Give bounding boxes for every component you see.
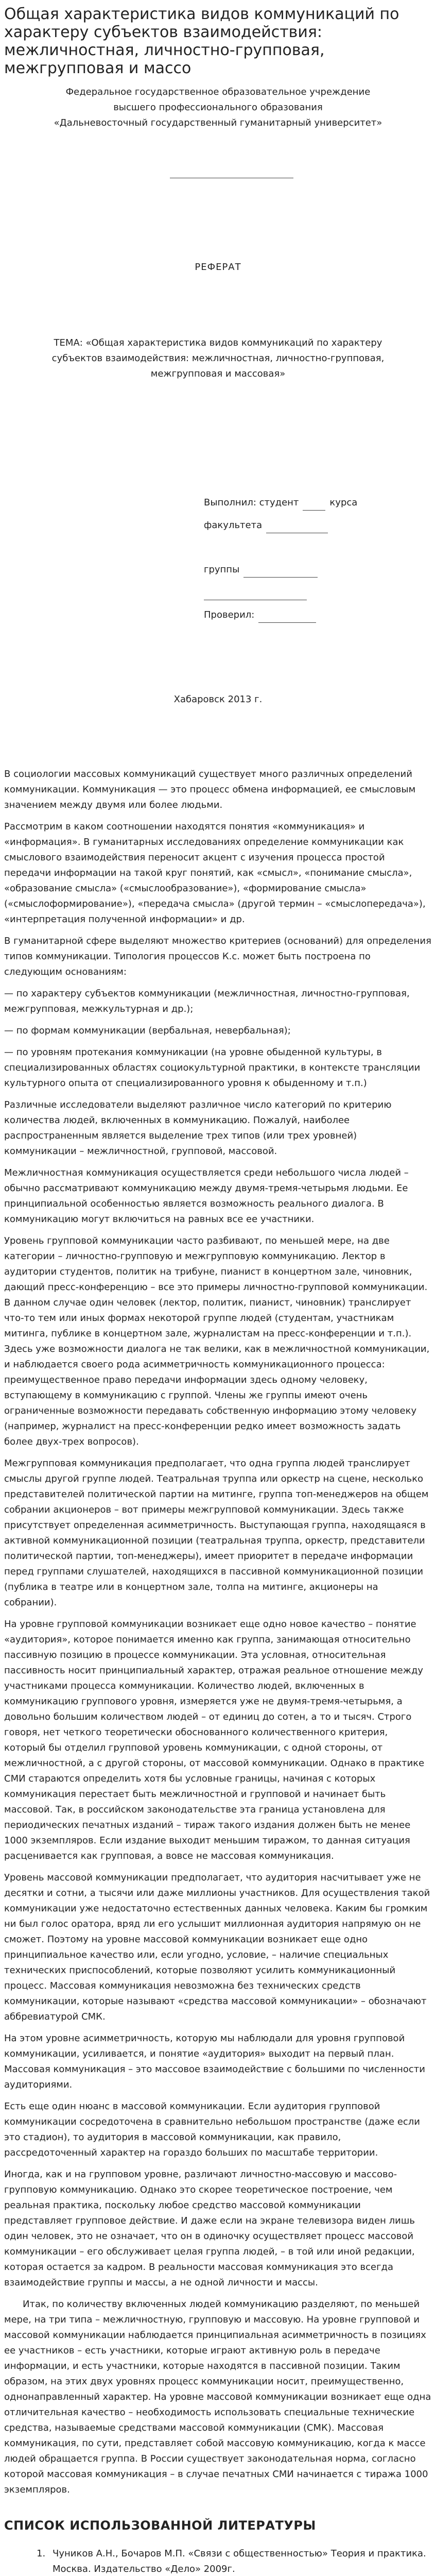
header-line-1: Федеральное государственное образовательное учреждение [65,87,371,97]
blank-row [204,585,432,600]
doc-type-label: РЕФЕРАТ [195,262,241,273]
paragraph: Есть еще один нюанс в массовой коммуникации. Если аудитория групповой коммуникации сосредоточена в сравнительно небольшом пространстве (даже если это стадион), то аудитория в массовой коммуникации, как правило, рассредоточенный характер на гораздо больших по масштабе территории. [4,2101,420,2158]
paragraph: В гуманитарной сфере выделяют множество критериев (оснований) для определения типов коммуникации. Типология процессов К.с. может быть построена по следующим основаниям: [4,936,431,977]
literature-heading: СПИСОК ИСПОЛЬЗОВАННОЙ ЛИТЕРАТУРЫ [4,2518,316,2533]
paragraph: Уровень массовой коммуникации предполагает, что аудитория насчитывает уже не десятки и сотни, а тысячи или даже миллионы участников. Для осуществления такой коммуникации уже недостаточно естественных данных человека. Каким бы громким ни был голос оратора, вряд ли его услышит миллионная аудитория напрямую он не сможет. Поэтому на уровне массовой коммуникации возникает еще одно принципиальное качество или, если угодно, условие, – наличие специальных технических приспособлений, которые позволяют усилить коммуникационный процесс. Массовая коммуникация невозможна без технических средств коммуникации, которые называют «средства массовой коммуникации» – обозначают аббревиатурой СМК. [4,1872,430,2022]
paragraph: Различные исследователи выделяют различное число категорий по критерию количества людей, включенных в коммуникацию. Пожалуй, наиболее распространенным является выделение трех типов (или трех уровней) коммуникации – межличностной, групповой, массовой. [4,1099,392,1157]
paragraph: На этом уровне асимметричность, которую мы наблюдали для уровня групповой коммуникации, усиливается, и понятие «аудитория» выходит на первый план. Массовая коммуникация – это массовое взаимодействие с большими по численности аудиториями. [4,2033,425,2090]
course-label: курса [329,497,358,508]
student-row [204,495,432,511]
paragraph: В социологии массовых коммуникаций существует много различных определений коммуникации. Коммуникация — это процесс обмена информацией, ее смысловым значением между двумя или более людьми. [4,769,416,810]
paragraph: На уровне групповой коммуникации возникает еще одно новое качество – понятие «аудитория», которое понимается именно как группа, занимающая относительно пассивную позицию в процессе коммуникации. Эта условная, относительная пассивность носит принципиальный характер, отражая реальное отношение между участниками процесса коммуникации. Количество людей, включенных в коммуникацию группового уровня, измеряется уже не двумя-тремя-четырьмя, а довольно большим количеством людей – от единиц до сотен, а то и тысяч. Строго говоря, нет четкого теоретически обоснованного количественного критерия, который бы отделил групповой уровень коммуникации, с одной стороны, от межличностной, а с другой стороны, от массовой коммуникации. Однако в практике СМИ стараются определить хотя бы условные границы, начиная с которых коммуникация перестает быть межличностной и групповой и начинает быть массовой. Так, в российском законодательстве эта граница установлена для периодических печатных изданий – тираж такого издания должен быть не менее 1000 экземпляров. Если издание выходит меньшим тиражом, то данная ситуация расценивается как групповая, а вовсе не массовая коммуникация. [4,1619,425,1861]
group-blank [243,568,318,578]
student-info-form [204,495,432,623]
paragraph: Уровень групповой коммуникации часто разбивают, по меньшей мере, на две категории – личностно-групповую и межгрупповую коммуникацию. Лектор в аудитории студентов, политик на трибуне, пианист в концертном зале, чиновник, дающий пресс-конференцию – все это примеры личностно-групповой коммуникации. В данном случае один человек (лектор, политик, пианист, чиновник) транслирует что-то тем или иных формах некоторой группе людей (студентам, участникам митинга, публике в концертном зале, журналистам на пресс-конференции и т.п.). Здесь уже возможности диалога не так велики, как в межличностной коммуникации, и наблюдается своего рода асимметричность коммуникационного процесса: преимущественное право передачи информации здесь одному человеку, вступающему в коммуникацию с группой. Члены же группы имеют очень ограниченные возможности передавать собственную информацию этому человеку (например, журналист на пресс-конференции редко имеет возможность задать более двух-трех вопросов). [4,1235,430,1447]
topic-text: ТЕМА: «Общая характеристика видов коммуникаций по характеру субъектов взаимодействия: межличностная, личностно-групповая, межгрупповая и массовая» [51,337,385,379]
document-title: Общая характеристика видов коммуникаций по характеру субъектов взаимодействия: межличностная, личностно-групповая, межгрупповая и массо [4,5,399,77]
paragraph: Межгрупповая коммуникация предполагает, что одна группа людей транслирует смыслы другой группе людей. Театральная труппа или оркестр на сцене, несколько представителей политической партии на митинге, группа топ-менеджеров на общем собрании акционеров – вот примеры межгрупповой коммуникации. Здесь также присутствует определенная асимметричность. Выступающая группа, находящаяся в активной коммуникационной позиции (театральная труппа, оркестр, представители политической партии, топ-менеджеры), имеет приоритет в передаче информации перед группами слушателей, находящихся в пассивной коммуникационной позиции (публика в театре или в концертном зале, толпа на митинге, акционеры на собрании). [4,1458,429,1608]
header-line-3: «Дальневосточный государственный гуманитарный университет» [54,117,382,128]
body-text [4,767,431,2498]
group-label: группы [204,564,240,575]
paragraph: — по уровням протекания коммуникации (на уровне обыденной культуры, в специализированных областях социокультурной практики, в контексте трансляции культурного опыта от специализированного уровня к обыденному и т.п.) [4,1047,421,1089]
city-year: Хабаровск 2013 г. [173,694,263,705]
paragraph: — по характеру субъектов коммуникации (межличностная, личностно-групповая, межгрупповая, межкультурная и др.); [4,988,410,1014]
paragraph: Иногда, как и на групповом уровне, различают личностно-массовую и массово-групповую коммуникацию. Однако это скорее теоретическое построение, чем реальная практика, поскольку любое средство массовой коммуникации представляет групповое действие. И даже если на экране телевизора виден лишь один человек, это не означает, что он в одиночку осуществляет процесс массовой коммуникации – его обслуживает целая группа людей, – в той или иной редакции, которая остается за кадром. В реальности массовая коммуникация это всегда взаимодействие группы и массы, а не одной личности и массы. [4,2169,415,2288]
literature-item: 1. Чуников А.Н., Бочаров М.П. «Связи с общественностью» Теория и практика. Москва. Издательство «Дело» 2009г. [48,2546,432,2576]
extra-blank [204,590,307,600]
checked-row [204,607,432,623]
faculty-label: факультета [204,520,263,531]
paragraph: Итак, по количеству включенных людей коммуникацию разделяют, по меньшей мере, на три типа – межличностную, групповую и массовую. На уровне групповой и массовой коммуникации наблюдается принципиальная асимметричность в позициях ее участников – есть участники, которые играют активную роль в передаче информации, и есть участники, которые находятся в пассивной позиции. Таким образом, на этих двух уровнях процесс коммуникации носит, преимущественно, однонаправленный характер. На уровне массовой коммуникации возникает еще одна отличительная качество – необходимость использовать специальные технические средства, называемые средствами массовой коммуникации (СМК). Массовая коммуникация, по сути, представляет собой массовую коммуникацию, когда к массе людей обращается группа. В России существует законодательная норма, согласно которой массовая коммуникация – в случае печатных СМИ начинается с тиража 1000 экземпляров. [4,2299,431,2495]
faculty-blank [266,523,328,533]
checked-label: Проверил: [204,609,255,620]
header-line-2: высшего профессионального образования [113,102,323,113]
header-underline [170,177,293,178]
checked-blank [258,613,316,623]
paragraph: Рассмотрим в каком соотношении находятся понятия «коммуникация» и «информация». В гуманитарных исследованиях определение коммуникации как смыслового взаимодействия переносит акцент с изучения процесса простой передачи информации на такой круг понятий, как «смысл», «понимание смысла», «образование смысла» («смыслообразование»), «формирование смысла» («смыслоформирование»), «передача смысла» (другой термин – «смыслопередача»), «интерпретация полученной информации» и др. [4,821,426,925]
course-blank [303,501,325,511]
literature-list [4,2546,432,2576]
faculty-row [204,518,432,533]
paragraph: Межличностная коммуникация осуществляется среди небольшого числа людей – обычно рассматривают коммуникацию между двумя-тремя-четырьмя людьми. Ее принципиальной особенностью является возможность реального диалога. В коммуникацию могут включиться на равных все ее участники. [4,1167,409,1225]
student-label: Выполнил: студент [204,497,299,508]
group-row [204,562,432,578]
paragraph: — по формам коммуникации (вербальная, невербальная); [4,1025,291,1036]
